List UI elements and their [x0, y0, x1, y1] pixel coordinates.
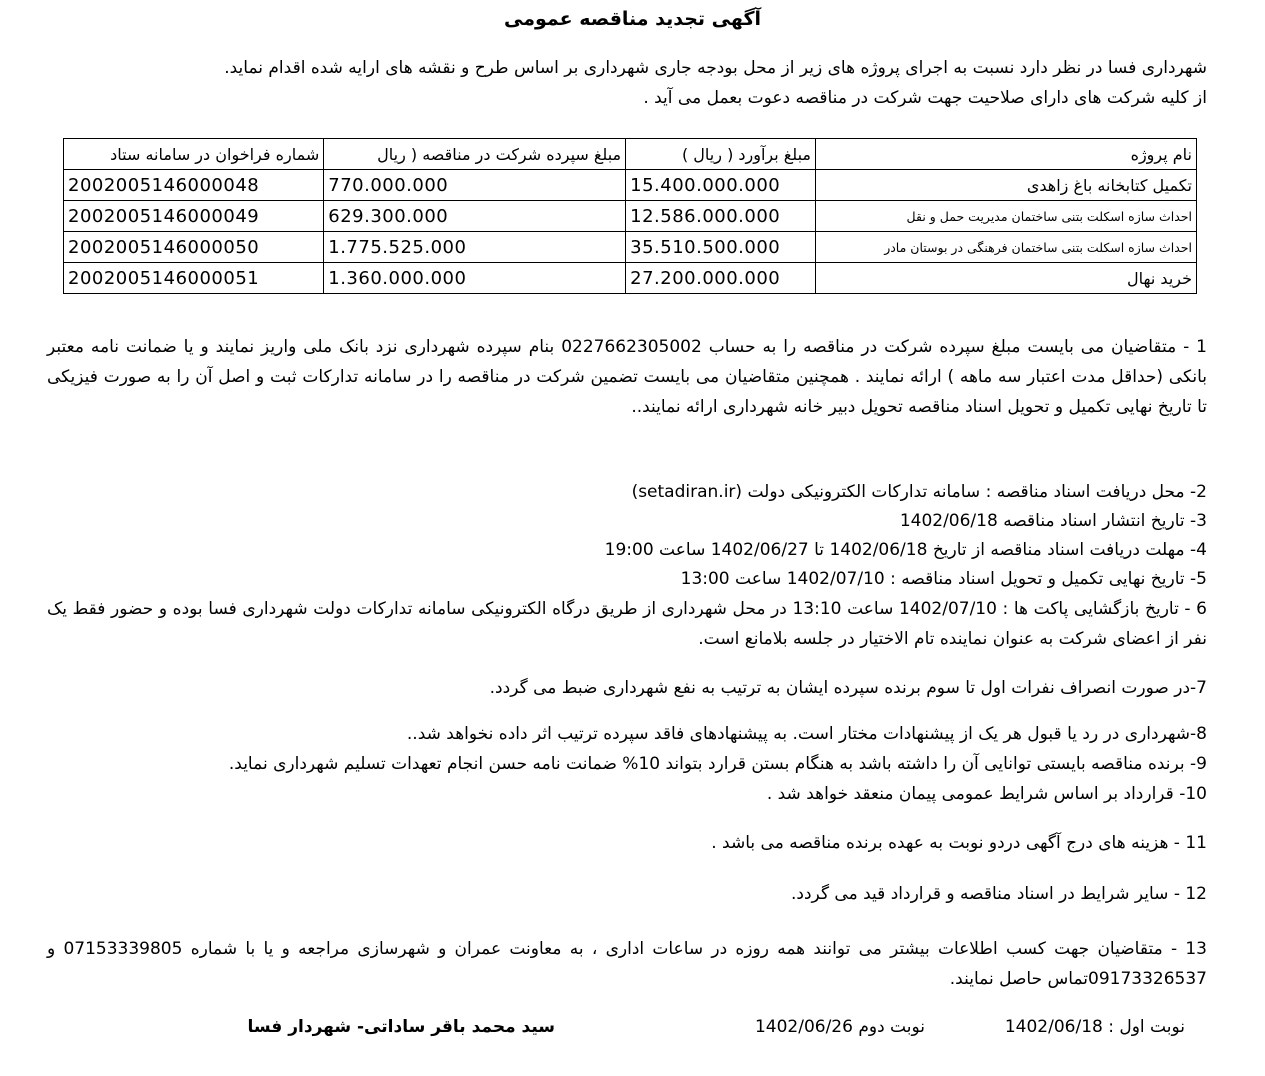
project-deposit: 629.300.000 — [324, 201, 626, 232]
condition-item-6: 6 - تاریخ بازگشایی پاکت ها : 1402/07/10 ساعت 13:10 در محل شهرداری از طریق درگاه الکترونیکی سامانه تدارکات دولت شهرداری فسا بوده و حضور فقط یک نفر از اعضای شرکت به عنوان نماینده تام الاختیار در جلسه بلامانع است. — [47, 599, 1207, 649]
project-estimate: 27.200.000.000 — [626, 263, 816, 294]
condition-item-12: 12 - سایر شرایط در اسناد مناقصه و قرارداد قید می گردد. — [791, 884, 1207, 904]
project-name: احداث سازه اسکلت بتنی ساختمان فرهنگی در بوستان مادر — [816, 232, 1197, 263]
project-deposit: 1.360.000.000 — [324, 263, 626, 294]
condition-item-8: 8-شهرداری در رد یا قبول هر یک از پیشنهادات مختار است. به پیشنهادهای فاقد سپرده ترتیب اثر داده نخواهد شد.. — [406, 724, 1207, 744]
projects-table — [63, 138, 1197, 294]
condition-item-10: 10- قرارداد بر اساس شرایط عمومی پیمان منعقد خواهد شد . — [766, 784, 1207, 804]
condition-item-9: 9- برنده مناقصه بایستی توانایی آن را داشته باشد به هنگام بستن قرارد بتواند 10% ضمانت نامه حسن انجام تعهدات تسلیم شهرداری نماید. — [228, 754, 1207, 774]
condition-item-13: 13 - متقاضیان جهت کسب اطلاعات بیشتر می توانند همه روزه در ساعات اداری ، به معاونت عمران و شهرسازی مراجعه و یا با شماره 07153339805 و 09173326537تماس حاصل نمایند. — [47, 939, 1207, 989]
first-publish-date: نوبت اول : 1402/06/18 — [1004, 1017, 1185, 1037]
project-deposit: 1.775.525.000 — [324, 232, 626, 263]
project-estimate: 15.400.000.000 — [626, 170, 816, 201]
header-estimate: مبلغ برآورد ( ریال ) — [626, 139, 816, 170]
project-estimate: 35.510.500.000 — [626, 232, 816, 263]
table-row — [64, 201, 1197, 232]
project-call-number: 2002005146000048 — [64, 170, 324, 201]
project-deposit: 770.000.000 — [324, 170, 626, 201]
page-title: آگهی تجدید مناقصه عمومی — [503, 8, 762, 30]
project-call-number: 2002005146000049 — [64, 201, 324, 232]
project-call-number: 2002005146000051 — [64, 263, 324, 294]
header-project-name: نام پروژه — [816, 139, 1197, 170]
mayor-signature: سید محمد باقر ساداتی- شهردار فسا — [247, 1017, 555, 1037]
intro-paragraph-line-2: از کلیه شرکت های دارای صلاحیت جهت شرکت در مناقصه دعوت بعمل می آید . — [643, 88, 1207, 108]
table-row — [64, 232, 1197, 263]
condition-item-4: 4- مهلت دریافت اسناد مناقصه از تاریخ 1402/06/18 تا 1402/06/27 ساعت 19:00 — [604, 540, 1207, 560]
header-call-number: شماره فراخوان در سامانه ستاد — [64, 139, 324, 170]
project-estimate: 12.586.000.000 — [626, 201, 816, 232]
condition-item-2: 2- محل دریافت اسناد مناقصه : سامانه تدارکات الکترونیکی دولت (setadiran.ir) — [631, 482, 1207, 502]
condition-item-1: 1 - متقاضیان می بایست مبلغ سپرده شرکت در مناقصه را به حساب 0227662305002 بنام سپرده شهرداری نزد بانک ملی واریز نمایند و یا ضمانت نامه معتبر بانکی (حداقل مدت اعتبار سه ماهه ) ارائه نمایند . همچنین متقاضیان می بایست تضمین شرکت در مناقصه را در سامانه تدارکات ثبت و اصل آن را به صورت فیزیکی تا تاریخ نهایی تکمیل و تحویل اسناد مناقصه تحویل دبیر خانه شهرداری ارائه نمایند.. — [47, 337, 1207, 417]
header-deposit: مبلغ سپرده شرکت در مناقصه ( ریال — [324, 139, 626, 170]
condition-item-11: 11 - هزینه های درج آگهی دردو نوبت به عهده برنده مناقصه می باشد . — [711, 833, 1207, 853]
table-header-row — [64, 139, 1197, 170]
second-publish-date: نوبت دوم 1402/06/26 — [754, 1017, 925, 1037]
condition-item-3: 3- تاریخ انتشار اسناد مناقصه 1402/06/18 — [899, 511, 1207, 531]
condition-item-5: 5- تاریخ نهایی تکمیل و تحویل اسناد مناقصه : 1402/07/10 ساعت 13:00 — [680, 569, 1207, 589]
condition-item-7: 7-در صورت انصراف نفرات اول تا سوم برنده سپرده ایشان به ترتیب به نفع شهرداری ضبط می گردد. — [489, 678, 1207, 698]
intro-paragraph-line-1: شهرداری فسا در نظر دارد نسبت به اجرای پروژه های زیر از محل بودجه جاری شهرداری بر اساس طرح و نقشه های ارایه شده اقدام نماید. — [224, 58, 1207, 78]
project-name: خرید نهال — [816, 263, 1197, 294]
project-name: تکمیل کتابخانه باغ زاهدی — [816, 170, 1197, 201]
project-name: احداث سازه اسکلت بتنی ساختمان مدیریت حمل و نقل — [816, 201, 1197, 232]
table-row — [64, 263, 1197, 294]
table-row — [64, 170, 1197, 201]
project-call-number: 2002005146000050 — [64, 232, 324, 263]
